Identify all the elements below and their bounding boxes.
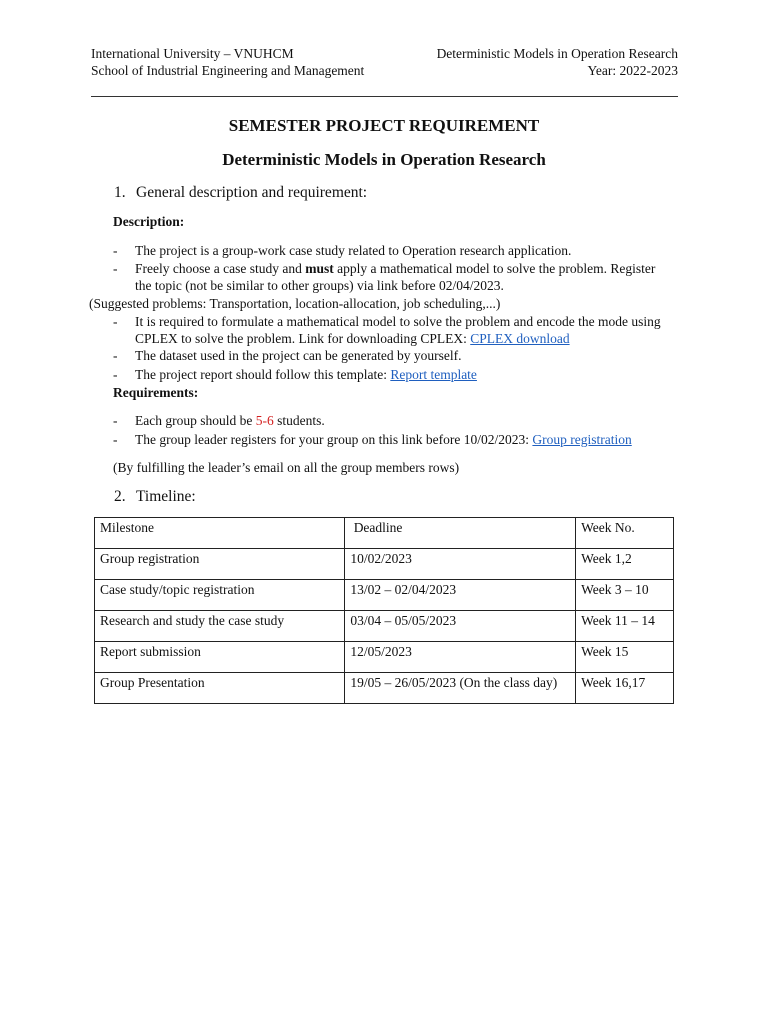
- table-row: [95, 549, 674, 580]
- document-subtitle: Deterministic Models in Operation Research: [222, 150, 546, 169]
- section-2-number: 2.: [114, 488, 126, 505]
- cell-week: Week 15: [576, 642, 674, 673]
- table-row: [95, 580, 674, 611]
- cell-week: Week 11 – 14: [576, 611, 674, 642]
- cplex-download-link[interactable]: CPLEX download: [470, 331, 570, 346]
- table-row: [95, 642, 674, 673]
- section-2-heading: [114, 488, 196, 506]
- suggested-problems: (Suggested problems: Transportation, location-allocation, job scheduling,...): [89, 296, 501, 311]
- table-row: [95, 611, 674, 642]
- cell-week: Week 3 – 10: [576, 580, 674, 611]
- cell-deadline: 13/02 – 02/04/2023: [345, 580, 576, 611]
- header-deadline: Deadline: [345, 518, 576, 549]
- cell-week: Week 1,2: [576, 549, 674, 580]
- cell-milestone: Research and study the case study: [95, 611, 345, 642]
- header-left-line1: International University – VNUHCM: [91, 46, 294, 61]
- cell-week: Week 16,17: [576, 673, 674, 704]
- must-emphasis: must: [305, 261, 334, 276]
- table-header-row: [95, 518, 674, 549]
- cell-milestone: Group Presentation: [95, 673, 345, 704]
- requirements-label: Requirements:: [113, 385, 199, 400]
- header-divider: [91, 96, 678, 97]
- group-size-highlight: 5-6: [255, 413, 274, 428]
- cell-milestone: Report submission: [95, 642, 345, 673]
- section-1-title: General description and requirement:: [136, 184, 368, 201]
- header-milestone: Milestone: [95, 518, 345, 549]
- timeline-table: [94, 517, 674, 704]
- header-right-line1: Deterministic Models in Operation Research: [436, 46, 678, 61]
- table-row: [95, 673, 674, 704]
- document-page: International University – VNUHCM School of Industrial Engineering and Management Deterministic Models in Operation Research Year: 2022-2023 SEMESTER PROJECT REQUIREMENT Deterministic Models in Operation Research 1. General description and requirement: Description: - The project is a group-work case study related to Operation research application. - Freely choose a case study and must apply a mathematical model to solve the problem. Register the topic (not be similar to other groups) via link before 02/04/2023. (Suggested problems: Transportation, location-allocation, job scheduling,...) - It is required to formulate a mathematical model to solve the problem and encode the mode using CPLEX to solve the problem. Link for downloading CPLEX: CPLEX download - The dataset used in the project can be generated by yourself. - The project report should follow this template: Report template Requirements: - Each group should be 5-6 students. - The group leader registers for your group on this link before 10/02/2023: Group registration (By fulfilling the leader’s email on all the group members rows) 2. Timeline: Milestone Deadline Week No. Group registration 10/02/2023 Week 1,2 Case study/topic registration 13/02 – 02/04/2023 Week 3 – 10 Research and study the case study 03/04 – 05/05/2023 Week 11 – 14 Report submission 12/05/2023 Week 15 Group Presentation 19/05 – 26/05/2023 (On the class day) Week 16,17: [0, 0, 768, 1024]
- section-1-number: 1.: [114, 184, 126, 201]
- report-template-link[interactable]: Report template: [390, 367, 477, 382]
- cell-deadline: 10/02/2023: [345, 549, 576, 580]
- document-title: SEMESTER PROJECT REQUIREMENT: [228, 116, 540, 135]
- header-week: Week No.: [576, 518, 674, 549]
- section-1-heading: [114, 184, 367, 202]
- cell-milestone: Case study/topic registration: [95, 580, 345, 611]
- description-label: Description:: [113, 214, 185, 229]
- section-2-title: Timeline:: [136, 488, 196, 505]
- header-left-line2: School of Industrial Engineering and Management: [91, 63, 365, 78]
- group-registration-link[interactable]: Group registration: [532, 432, 632, 447]
- cell-milestone: Group registration: [95, 549, 345, 580]
- cell-deadline: 19/05 – 26/05/2023 (On the class day): [345, 673, 576, 704]
- header-right-line2: Year: 2022-2023: [587, 63, 678, 78]
- requirements-note: (By fulfilling the leader’s email on all the group members rows): [113, 460, 460, 475]
- cell-deadline: 03/04 – 05/05/2023: [345, 611, 576, 642]
- cell-deadline: 12/05/2023: [345, 642, 576, 673]
